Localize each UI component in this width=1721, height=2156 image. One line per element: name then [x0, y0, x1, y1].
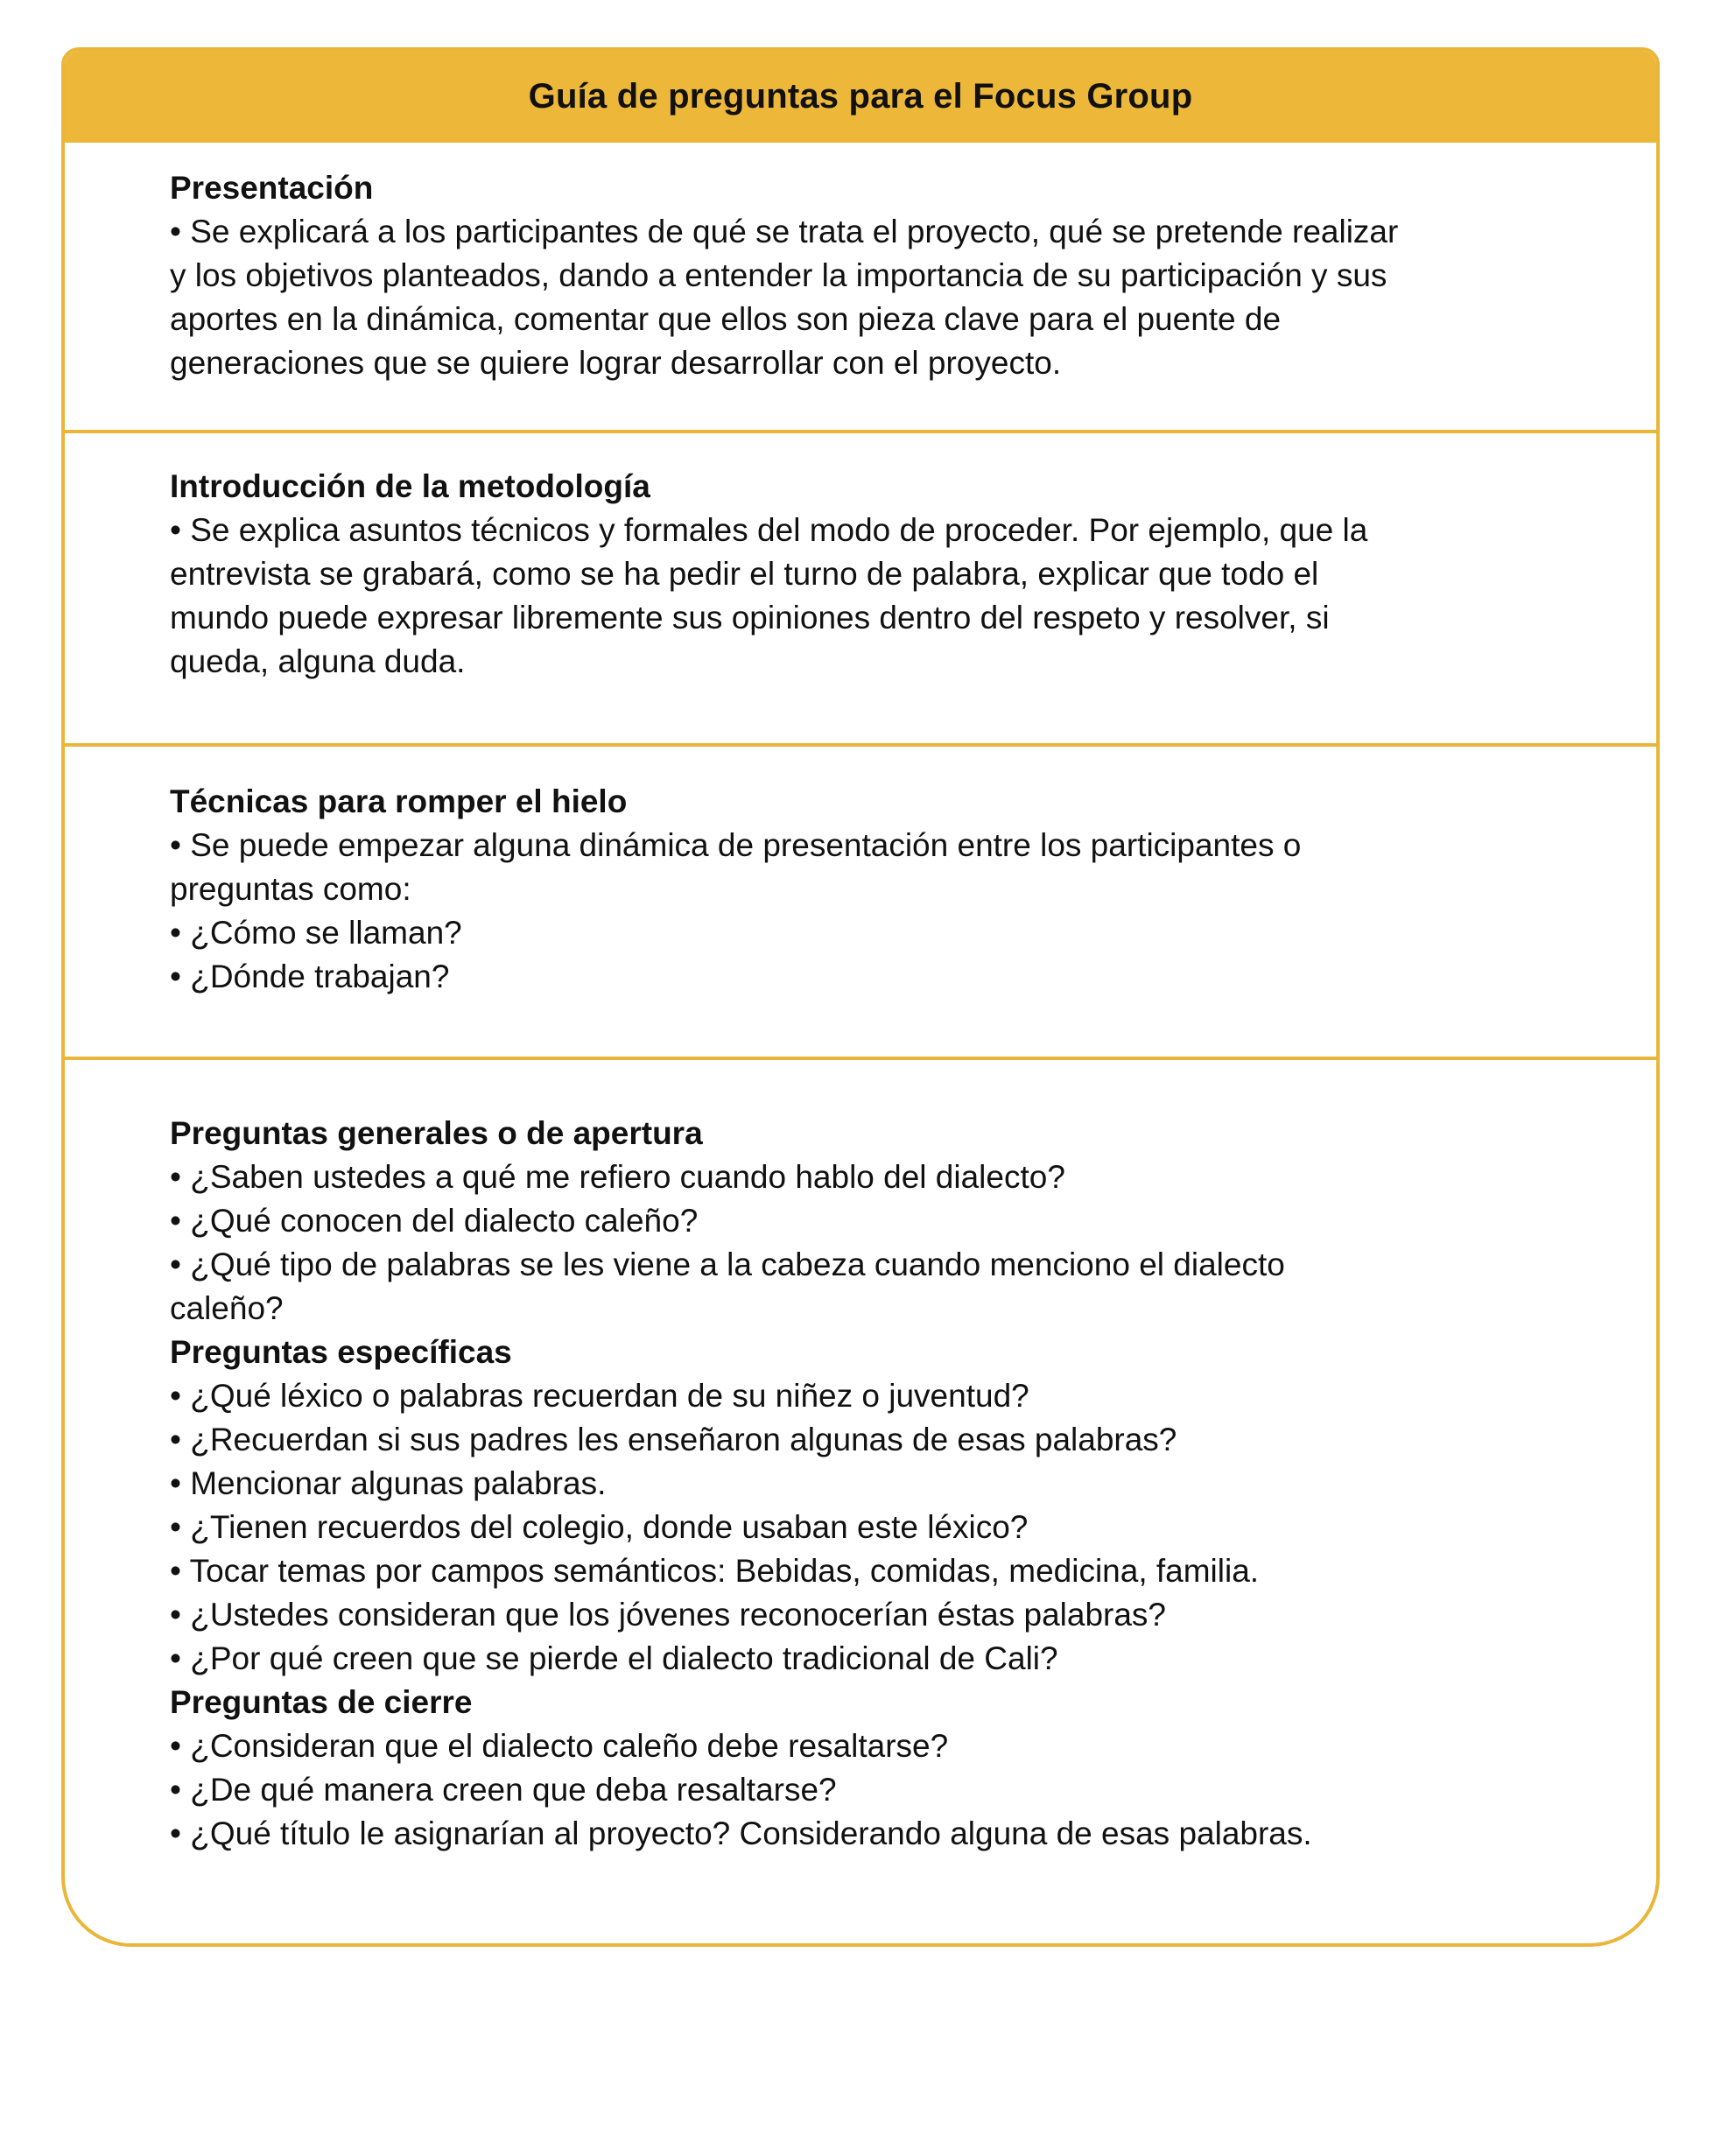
guide-title: Guía de preguntas para el Focus Group: [65, 51, 1656, 143]
section-line: • ¿Cómo se llaman?: [170, 915, 462, 951]
section-line: • Se explicará a los participantes de qué se trata el proyecto, qué se pretende realizar: [170, 214, 1399, 249]
section-heading: Preguntas generales o de apertura: [170, 1115, 703, 1151]
question-item: • Tocar temas por campos semánticos: Bebidas, comidas, medicina, familia.: [170, 1553, 1260, 1589]
section-divider: [65, 1057, 1656, 1060]
question-item: • ¿Qué conocen del dialecto caleño?: [170, 1203, 699, 1239]
section-line: queda, alguna duda.: [170, 643, 466, 679]
question-item: • ¿Qué tipo de palabras se les viene a la cabeza cuando menciono el dialecto: [170, 1247, 1285, 1282]
question-item: • ¿Recuerdan si sus padres les enseñaron algunas de esas palabras?: [170, 1422, 1177, 1457]
section-line: aportes en la dinámica, comentar que ellos son pieza clave para el puente de: [170, 301, 1282, 337]
question-item: • ¿Tienen recuerdos del colegio, donde usaban este léxico?: [170, 1509, 1029, 1545]
section-romper-hielo: [65, 780, 1656, 999]
question-item: • ¿Saben ustedes a qué me refiero cuando hablo del dialecto?: [170, 1159, 1065, 1195]
section-line: • ¿Dónde trabajan?: [170, 959, 450, 994]
section-heading: Presentación: [170, 170, 374, 206]
section-divider: [65, 430, 1656, 433]
question-item: • ¿Por qué creen que se pierde el dialecto tradicional de Cali?: [170, 1640, 1058, 1676]
question-item: • Mencionar algunas palabras.: [170, 1465, 607, 1501]
question-item: • ¿Qué título le asignarían al proyecto? Considerando alguna de esas palabras.: [170, 1815, 1312, 1851]
focus-group-guide-card: [61, 47, 1660, 1947]
section-divider: [65, 743, 1656, 747]
section-line: preguntas como:: [170, 871, 411, 907]
section-preguntas: [65, 1112, 1656, 1856]
section-heading: Técnicas para romper el hielo: [170, 783, 628, 819]
section-metodologia: [65, 465, 1656, 684]
section-line: entrevista se grabará, como se ha pedir el turno de palabra, explicar que todo el: [170, 556, 1319, 592]
section-line: mundo puede expresar libremente sus opiniones dentro del respeto y resolver, si: [170, 600, 1330, 636]
question-item: • ¿Consideran que el dialecto caleño debe resaltarse?: [170, 1728, 949, 1764]
question-item: • ¿Ustedes consideran que los jóvenes reconocerían éstas palabras?: [170, 1597, 1167, 1633]
question-item: caleño?: [170, 1290, 284, 1326]
section-presentacion: [65, 166, 1656, 385]
section-line: • Se explica asuntos técnicos y formales del modo de proceder. Por ejemplo, que la: [170, 512, 1368, 548]
section-line: generaciones que se quiere lograr desarrollar con el proyecto.: [170, 345, 1062, 381]
section-line: • Se puede empezar alguna dinámica de presentación entre los participantes o: [170, 827, 1302, 863]
section-subheading: Preguntas específicas: [170, 1334, 512, 1370]
question-item: • ¿De qué manera creen que deba resaltarse?: [170, 1772, 837, 1808]
section-heading: Introducción de la metodología: [170, 468, 650, 504]
question-item: • ¿Qué léxico o palabras recuerdan de su niñez o juventud?: [170, 1378, 1029, 1414]
section-line: y los objetivos planteados, dando a entender la importancia de su participación y sus: [170, 257, 1387, 293]
section-subheading: Preguntas de cierre: [170, 1684, 473, 1720]
